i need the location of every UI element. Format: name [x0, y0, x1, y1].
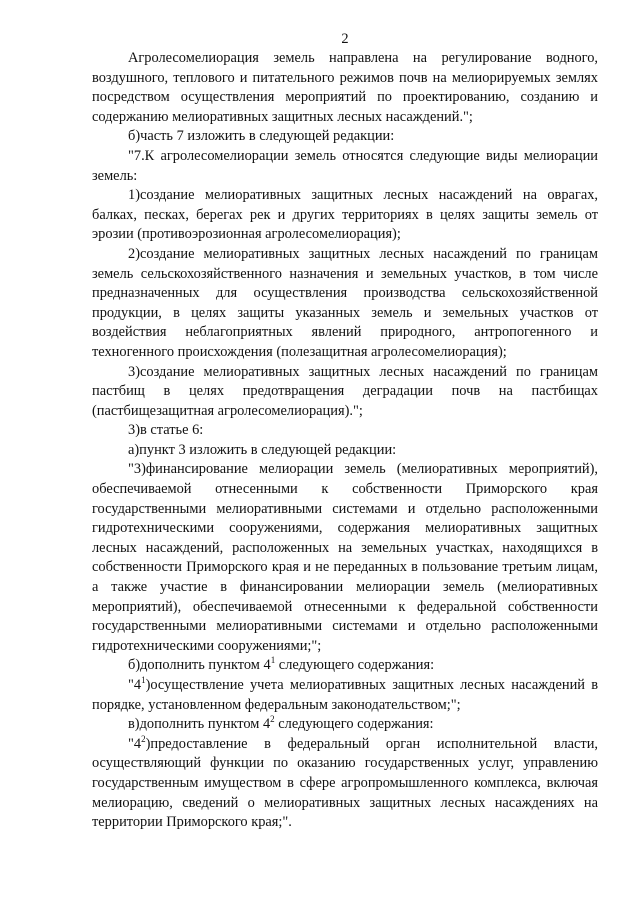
- text: )осуществление учета мелиоративных защитных лесных насаждений в порядке, установленном федеральным законодательством;";: [92, 677, 598, 713]
- page-number: 2: [341, 31, 349, 47]
- superscript: 2: [270, 714, 275, 725]
- paragraph-add-4-2: [92, 715, 598, 735]
- superscript: 1: [141, 675, 146, 686]
- text: "4: [128, 677, 142, 693]
- paragraph-item-4-2: [92, 735, 598, 833]
- paragraph: Агролесомелиорация земель направлена на регулирование водного, воздушного, теплового и питательного режимов почв на мелиорируемых землях посредством осуществления мероприятий по проектированию, созданию и содержанию мелиоративных защитных лесных насаждений.";: [92, 50, 598, 125]
- paragraph: 3)в статье 6:: [128, 422, 204, 439]
- superscript: 1: [270, 655, 276, 666]
- paragraph: 1)создание мелиоративных защитных лесных насаждений на оврагах, балках, песках, берегах рек и других территориях в целях защиты земель от эрозии (противоэрозионная агролесомелиорация);: [92, 187, 598, 243]
- text: "4: [128, 735, 142, 752]
- text: )предоставление в федеральный орган исполнительной власти, осуществляющий функции по оказанию государственных услуг, управлению государственным имуществом в сфере агропромышленного комплекса, включая мелиорацию, сведений о мелиоративных защитных лесных насаждениях на территории Приморского края;".: [92, 735, 598, 831]
- document-page: [92, 30, 598, 833]
- text: следующего содержания:: [274, 716, 434, 733]
- paragraph-add-4-1: [92, 656, 598, 676]
- paragraph: 2)создание мелиоративных защитных лесных насаждений по границам земель сельскохозяйственного назначения и земельных участков, в том числе предназначенных для осуществления производства сельскохозяйственной продукции, в целях защиты указанных земель и земельных участков от воздействия неблагоприятных явлений природного, антропогенного и техногенного происхождения (полезащитная агролесомелиорация);: [92, 245, 598, 360]
- paragraph: а)пункт 3 изложить в следующей редакции:: [128, 441, 397, 458]
- paragraph: "7.К агролесомелиорации земель относятся следующие виды мелиорации земель:: [92, 147, 598, 184]
- paragraph: 3)создание мелиоративных защитных лесных насаждений по границам пастбищ в целях предотвращения деградации почв на пастбищах (пастбищезащитная агролесомелиорация).";: [92, 363, 598, 419]
- text: следующего содержания:: [275, 657, 435, 674]
- superscript: 2: [141, 733, 146, 744]
- text: в)дополнить пунктом 4: [128, 716, 271, 733]
- paragraph: б)часть 7 изложить в следующей редакции:: [128, 128, 395, 145]
- text: б)дополнить пунктом 4: [128, 657, 271, 674]
- paragraph-item-4-1: [92, 676, 598, 715]
- paragraph: "3)финансирование мелиорации земель (мелиоративных мероприятий), обеспечиваемой отнесенными к собственности Приморского края государственными мелиоративными системами и отдельно расположенными гидротехническими сооружениями, содержания мелиоративных защитных лесных насаждений, расположенных на земельных участках, находящихся в собственности Приморского края и не переданных в пользование третьим лицам, а также участие в финансировании мелиорации земель (мелиоративных мероприятий), обеспечиваемой отнесенными к федеральной собственности государственными мелиоративными системами и отдельно расположенными гидротехническими сооружениями;";: [92, 461, 598, 654]
